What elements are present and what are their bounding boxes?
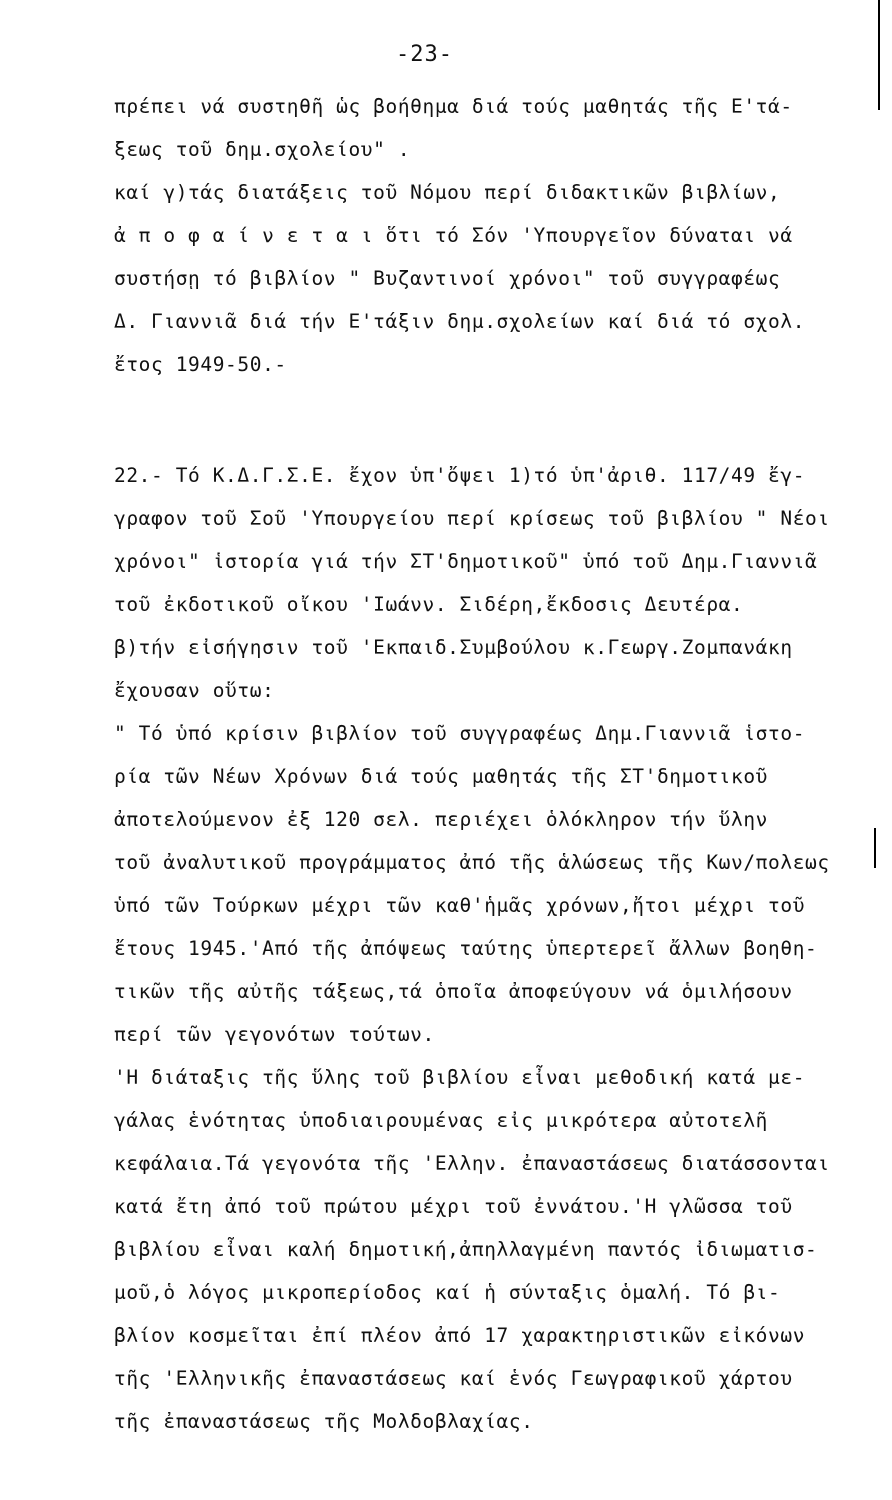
text-line: τοῦ ἐκδοτικοῦ οἴκου 'Ιωάνν. Σιδέρη,ἔκδοσις Δευτέρα.	[114, 593, 744, 616]
text-line: γάλας ἑνότητας ὑποδιαιρουμένας εἰς μικρότερα αὐτοτελῆ	[114, 1109, 769, 1132]
scan-edge-mark	[874, 828, 876, 868]
text-line: κατά ἔτη ἀπό τοῦ πρώτου μέχρι τοῦ ἐννάτου.'Η γλῶσσα τοῦ	[114, 1195, 793, 1218]
text-line: κεφάλαια.Τά γεγονότα τῆς 'Ελλην. ἐπαναστάσεως διατάσσονται	[114, 1152, 830, 1175]
text-line: τοῦ ἀναλυτικοῦ προγράμματος ἀπό τῆς ἁλώσεως τῆς Κων/πολεως	[114, 851, 830, 874]
text-line: συστήσῃ τό βιβλίον " Βυζαντινοί χρόνοι" τοῦ συγγραφέως	[114, 267, 781, 290]
text-line: ἔχουσαν οὕτω:	[114, 679, 275, 702]
text-line: γραφον τοῦ Σοῦ 'Υπουργείου περί κρίσεως τοῦ βιβλίου " Νέοι	[114, 507, 830, 530]
text-line: ἀ π ο φ α ί ν ε τ α ι ὅτι τό Σόν 'Υπουργεῖον δύναται νά	[114, 224, 793, 247]
text-line: ξεως τοῦ δημ.σχολείου" .	[114, 138, 411, 161]
text-line: 22.- Τό Κ.Δ.Γ.Σ.Ε. ἔχον ὑπ'ὄψει 1)τό ὑπ'ἀριθ. 117/49 ἔγ-	[114, 464, 806, 487]
scan-edge-mark	[878, 0, 880, 110]
text-line: ἔτος 1949-50.-	[114, 353, 287, 376]
text-line: ὑπό τῶν Τούρκων μέχρι τῶν καθ'ἡμᾶς χρόνων,ἤτοι μέχρι τοῦ	[114, 894, 806, 917]
text-line: ἀποτελούμενον ἐξ 120 σελ. περιέχει ὁλόκληρον τήν ὕλην	[114, 808, 769, 831]
text-line: ρία τῶν Νέων Χρόνων διά τούς μαθητάς τῆς ΣΤ'δημοτικοῦ	[114, 765, 769, 788]
text-line: καί γ)τάς διατάξεις τοῦ Νόμου περί διδακτικῶν βιβλίων,	[114, 181, 781, 204]
text-line: πρέπει νά συστηθῆ ὡς βοήθημα διά τούς μαθητάς τῆς Ε'τά-	[114, 95, 793, 118]
text-line: " Τό ὑπό κρίσιν βιβλίον τοῦ συγγραφέως Δημ.Γιαννιᾶ ἱστο-	[114, 722, 806, 745]
page-number: -23-	[396, 42, 453, 67]
text-line: β)τήν εἰσήγησιν τοῦ 'Εκπαιδ.Συμβούλου κ.Γεωργ.Ζομπανάκη	[114, 636, 793, 659]
text-line: ἔτους 1945.'Από τῆς ἀπόψεως ταύτης ὑπερτερεῖ ἄλλων βοηθη-	[114, 937, 818, 960]
text-line: βλίον κοσμεῖται ἐπί πλέον ἀπό 17 χαρακτηριστικῶν εἰκόνων	[114, 1324, 806, 1347]
text-line: τῆς 'Ελληνικῆς ἐπαναστάσεως καί ἑνός Γεωγραφικοῦ χάρτου	[114, 1367, 793, 1390]
text-line: βιβλίου εἶναι καλή δημοτική,ἀπηλλαγμένη παντός ἰδιωματισ-	[114, 1238, 818, 1261]
text-line: περί τῶν γεγονότων τούτων.	[114, 1023, 435, 1046]
text-line: 'Η διάταξις τῆς ὕλης τοῦ βιβλίου εἶναι μεθοδική κατά με-	[114, 1066, 806, 1089]
text-line: μοῦ,ὁ λόγος μικροπερίοδος καί ἡ σύνταξις ὁμαλή. Τό βι-	[114, 1281, 781, 1304]
text-line: τῆς ἐπαναστάσεως τῆς Μολδοβλαχίας.	[114, 1410, 534, 1433]
text-line: Δ. Γιαννιᾶ διά τήν Ε'τάξιν δημ.σχολείων καί διά τό σχολ.	[114, 310, 806, 333]
text-line: τικῶν τῆς αὐτῆς τάξεως,τά ὁποῖα ἀποφεύγουν νά ὁμιλήσουν	[114, 980, 793, 1003]
text-line: χρόνοι" ἱστορία γιά τήν ΣΤ'δημοτικοῦ" ὑπό τοῦ Δημ.Γιαννιᾶ	[114, 550, 818, 573]
